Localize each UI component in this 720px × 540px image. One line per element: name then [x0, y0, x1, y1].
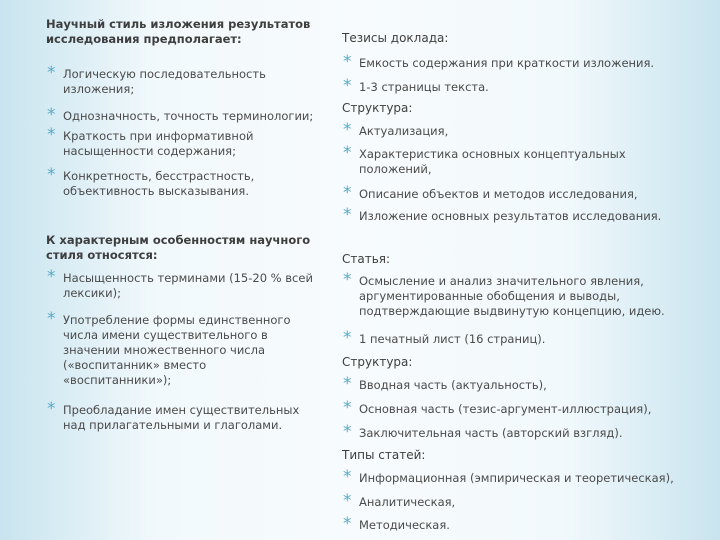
list-item: * Основная часть (тезис-аргумент-иллюстрация),	[343, 398, 652, 418]
list-item: * Логическую последовательность изложения;	[47, 63, 266, 96]
list-item: * Осмысление и анализ значительного явления, аргументированные обобщения и выводы, подтверждающие выдвинутую концепцию, идею.	[343, 270, 665, 318]
heading-scientific-style	[46, 17, 310, 47]
heading-line: К характерным особенностям научного	[46, 233, 311, 247]
asterisk-bullet-icon: *	[343, 422, 352, 442]
asterisk-bullet-icon: *	[343, 76, 352, 96]
asterisk-bullet-icon: *	[47, 63, 56, 83]
asterisk-bullet-icon: *	[343, 398, 352, 418]
list-item: * Конкретность, бесстрастность, объективность высказывания.	[47, 165, 255, 198]
asterisk-bullet-icon: *	[343, 120, 352, 140]
list-item: * Вводная часть (актуальность),	[343, 374, 547, 394]
heading-line: стиля относятся:	[46, 248, 158, 262]
list-item: * Заключительная часть (авторский взгляд).	[343, 422, 623, 442]
asterisk-bullet-icon: *	[343, 270, 352, 290]
list-item: * Изложение основных результатов исследования.	[343, 205, 662, 225]
list-item: * Методическая.	[343, 514, 450, 534]
structure-title: Структура:	[342, 355, 413, 369]
list-item: * Актуализация,	[343, 120, 449, 140]
structure-title: Структура:	[342, 101, 413, 115]
asterisk-bullet-icon: *	[343, 143, 352, 163]
asterisk-bullet-icon: *	[343, 205, 352, 225]
list-item: * Характеристика основных концептуальных положений,	[343, 143, 626, 176]
asterisk-bullet-icon: *	[343, 183, 352, 203]
asterisk-bullet-icon: *	[343, 328, 352, 348]
asterisk-bullet-icon: *	[47, 267, 56, 287]
list-item: * 1-3 страницы текста.	[343, 76, 489, 96]
heading-features	[46, 233, 310, 263]
asterisk-bullet-icon: *	[47, 125, 56, 145]
asterisk-bullet-icon: *	[343, 52, 352, 72]
asterisk-bullet-icon: *	[47, 165, 56, 185]
heading-line: исследования предполагает:	[46, 32, 242, 46]
list-item: * Насыщенность терминами (15-20 % всей лексики);	[47, 267, 313, 300]
list-item: * Краткость при информативной насыщенности содержания;	[47, 125, 254, 158]
list-item: * Описание объектов и методов исследования,	[343, 183, 638, 203]
asterisk-bullet-icon: *	[343, 514, 352, 534]
list-item: * Преобладание имен существительных над прилагательными и глаголами.	[47, 399, 300, 432]
asterisk-bullet-icon: *	[47, 309, 56, 329]
list-item: * Употребление формы единственного числа имени существительного в значении множественного числа («воспитанник» вместо «воспитанники»);	[47, 309, 291, 387]
list-item: * Однозначность, точность терминологии;	[47, 105, 314, 125]
list-item: * Информационная (эмпирическая и теоретическая),	[343, 467, 674, 487]
asterisk-bullet-icon: *	[47, 399, 56, 419]
article-types-title: Типы статей:	[342, 448, 426, 462]
list-item: * Емкость содержания при краткости изложения.	[343, 52, 655, 72]
asterisk-bullet-icon: *	[343, 467, 352, 487]
asterisk-bullet-icon: *	[343, 374, 352, 394]
article-title: Статья:	[342, 252, 391, 266]
list-item: * 1 печатный лист (16 страниц).	[343, 328, 546, 348]
heading-line: Научный стиль изложения результатов	[46, 17, 311, 31]
asterisk-bullet-icon: *	[343, 491, 352, 511]
asterisk-bullet-icon: *	[47, 105, 56, 125]
list-item: * Аналитическая,	[343, 491, 456, 511]
theses-title: Тезисы доклада:	[342, 31, 449, 45]
